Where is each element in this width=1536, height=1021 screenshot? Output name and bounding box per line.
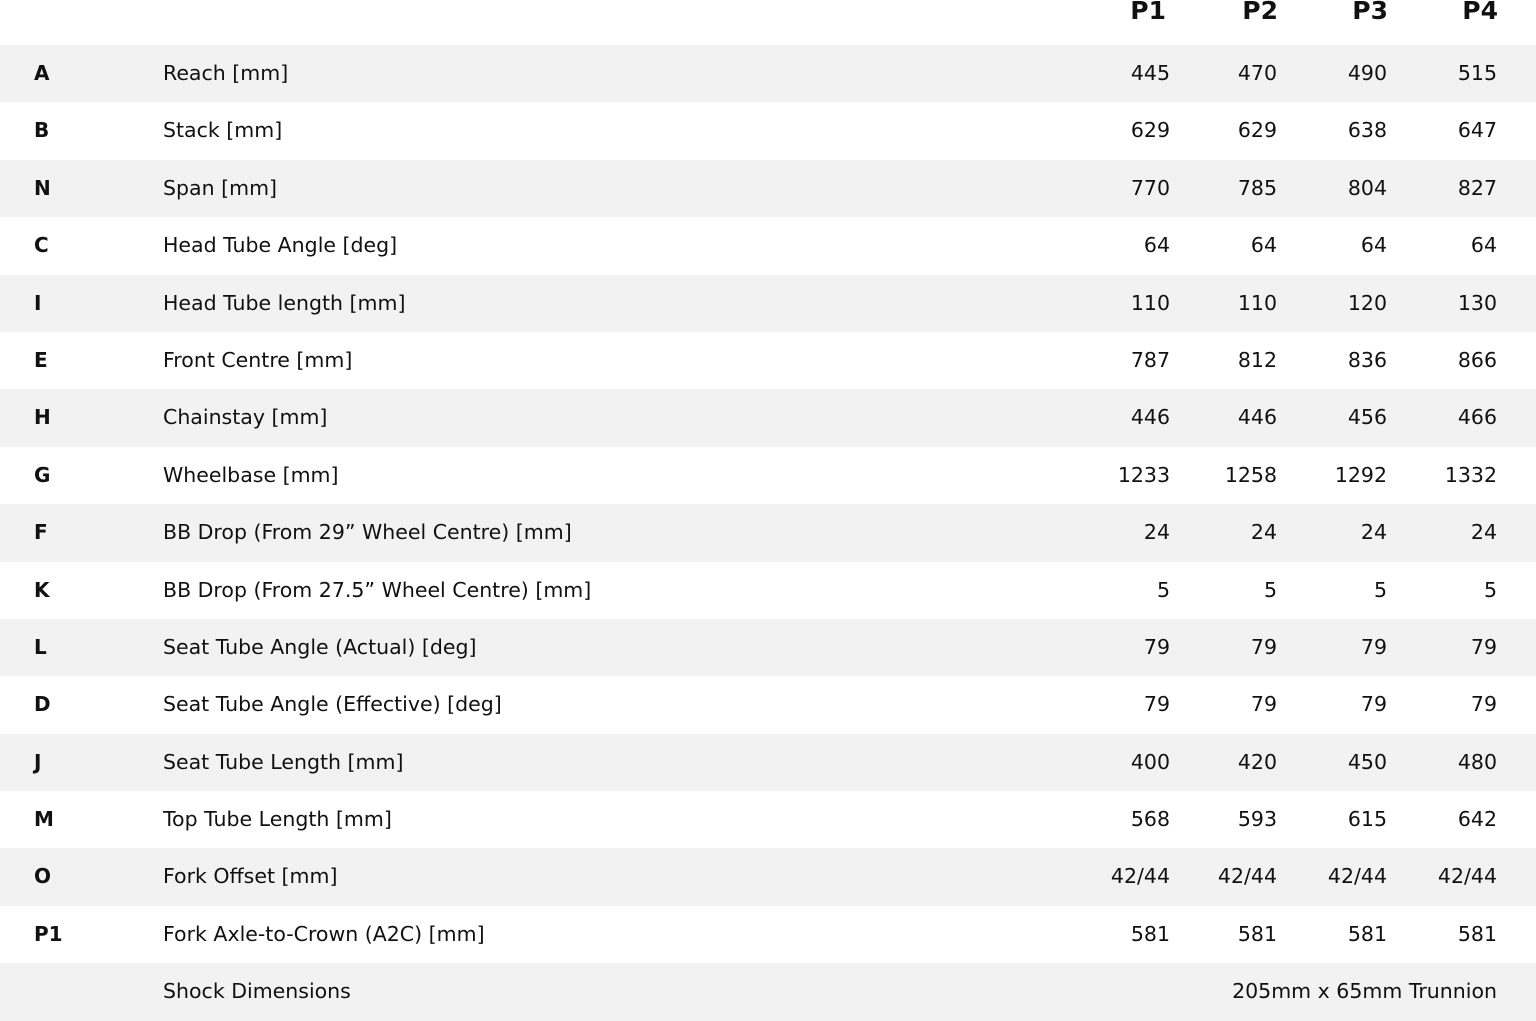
value-p3: 638: [1347, 118, 1387, 143]
value-p4: 515: [1457, 61, 1497, 85]
row-label: Fork Offset [mm]: [163, 864, 338, 889]
row-code: G: [34, 462, 51, 487]
table-row: [0, 275, 1536, 332]
value-p3: 804: [1347, 175, 1387, 200]
value-p3: 79: [1360, 634, 1387, 659]
row-label: Reach [mm]: [163, 61, 289, 85]
table-row: [0, 217, 1536, 274]
row-label: BB Drop (From 29” Wheel Centre) [mm]: [163, 520, 572, 545]
table-row: [0, 848, 1536, 905]
row-code: I: [34, 290, 42, 315]
table-row: [0, 676, 1536, 733]
row-code: O: [34, 864, 52, 889]
row-code: J: [34, 749, 42, 774]
row-code: F: [34, 520, 48, 545]
value-p2: 24: [1250, 520, 1277, 545]
value-p4: 130: [1457, 290, 1497, 315]
value-p1: 1233: [1117, 462, 1170, 487]
value-p2: 1258: [1224, 462, 1277, 487]
value-p2: 79: [1250, 692, 1277, 717]
value-p3: 1292: [1334, 462, 1387, 487]
table-header: [0, 0, 1536, 45]
value-p3: 581: [1347, 921, 1387, 946]
value-p1: 110: [1130, 290, 1170, 315]
row-label: Seat Tube Angle (Effective) [deg]: [163, 692, 502, 717]
row-code: B: [34, 118, 50, 143]
row-label: Seat Tube Length [mm]: [163, 749, 404, 774]
value-p2: 812: [1237, 347, 1277, 372]
value-p1: 581: [1130, 921, 1170, 946]
column-header-p3: P3: [1352, 0, 1388, 25]
value-p2: 581: [1237, 921, 1277, 946]
table-row: [0, 45, 1536, 102]
geometry-table: [0, 45, 1536, 1021]
row-label: Chainstay [mm]: [163, 405, 328, 430]
value-p4: 642: [1457, 807, 1497, 832]
value-p2: 5: [1263, 577, 1277, 602]
value-p1: 568: [1130, 807, 1170, 832]
row-code: P1: [34, 921, 63, 946]
value-p1: 24: [1143, 520, 1170, 545]
table-row: [0, 619, 1536, 676]
value-p1: 400: [1130, 749, 1170, 774]
value-p4: 24: [1470, 520, 1497, 545]
value-p3: 42/44: [1327, 864, 1387, 889]
value-p2: 64: [1250, 233, 1277, 258]
table-row: [0, 906, 1536, 963]
row-label: Span [mm]: [163, 175, 278, 200]
row-code: E: [34, 347, 48, 372]
value-p2: 593: [1237, 807, 1277, 832]
row-label: Seat Tube Angle (Actual) [deg]: [163, 634, 477, 659]
row-label: Head Tube Angle [deg]: [163, 233, 398, 258]
value-p3: 64: [1360, 233, 1387, 258]
table-row: [0, 160, 1536, 217]
table-row: [0, 389, 1536, 446]
value-p3: 450: [1347, 749, 1387, 774]
row-code: K: [34, 577, 50, 602]
value-p3: 456: [1347, 405, 1387, 430]
value-p4: 5: [1483, 577, 1497, 602]
column-header-p1: P1: [1130, 0, 1166, 25]
value-p4: 866: [1457, 347, 1497, 372]
table-row: [0, 102, 1536, 159]
shock-dimensions-row: [0, 963, 1536, 1020]
value-p1: 770: [1130, 175, 1170, 200]
table-row: [0, 447, 1536, 504]
value-p1: 79: [1143, 634, 1170, 659]
value-p2: 420: [1237, 749, 1277, 774]
row-label: Top Tube Length [mm]: [163, 807, 392, 832]
value-p4: 64: [1470, 233, 1497, 258]
row-label: Head Tube length [mm]: [163, 290, 406, 315]
value-p3: 79: [1360, 692, 1387, 717]
value-p3: 615: [1347, 807, 1387, 832]
value-p4: 79: [1470, 692, 1497, 717]
value-p3: 836: [1347, 347, 1387, 372]
table-row: [0, 562, 1536, 619]
value-p1: 64: [1143, 233, 1170, 258]
value-p4: 480: [1457, 749, 1497, 774]
row-code: M: [34, 807, 54, 832]
value-p4: 466: [1457, 405, 1497, 430]
value-p4: 827: [1457, 175, 1497, 200]
value-p1: 79: [1143, 692, 1170, 717]
value-p4: 647: [1457, 118, 1497, 143]
value-p1: 5: [1156, 577, 1170, 602]
value-p2: 110: [1237, 290, 1277, 315]
value-p1: 629: [1130, 118, 1170, 143]
value-p1: 445: [1130, 61, 1170, 85]
row-code: D: [34, 692, 51, 717]
value-p2: 470: [1237, 61, 1277, 85]
value-p1: 42/44: [1110, 864, 1170, 889]
value-p4: 42/44: [1437, 864, 1497, 889]
shock-dimensions-value: 205mm x 65mm Trunnion: [1232, 979, 1497, 1004]
value-p3: 24: [1360, 520, 1387, 545]
value-p1: 446: [1130, 405, 1170, 430]
row-label: Fork Axle-to-Crown (A2C) [mm]: [163, 921, 485, 946]
row-label: Front Centre [mm]: [163, 347, 353, 372]
table-row: [0, 734, 1536, 791]
row-code: N: [34, 175, 51, 200]
shock-dimensions-label: Shock Dimensions: [163, 979, 351, 1004]
value-p2: 785: [1237, 175, 1277, 200]
row-code: A: [34, 61, 50, 85]
value-p3: 490: [1347, 61, 1387, 85]
value-p2: 42/44: [1217, 864, 1277, 889]
value-p3: 120: [1347, 290, 1387, 315]
column-header-p4: P4: [1462, 0, 1498, 25]
column-header-p2: P2: [1242, 0, 1278, 25]
value-p2: 629: [1237, 118, 1277, 143]
table-row: [0, 791, 1536, 848]
value-p2: 79: [1250, 634, 1277, 659]
value-p2: 446: [1237, 405, 1277, 430]
value-p4: 79: [1470, 634, 1497, 659]
row-label: Wheelbase [mm]: [163, 462, 339, 487]
table-row: [0, 504, 1536, 561]
row-label: BB Drop (From 27.5” Wheel Centre) [mm]: [163, 577, 592, 602]
value-p4: 1332: [1444, 462, 1497, 487]
row-code: C: [34, 233, 49, 258]
row-code: H: [34, 405, 51, 430]
value-p4: 581: [1457, 921, 1497, 946]
value-p3: 5: [1373, 577, 1387, 602]
table-row: [0, 332, 1536, 389]
row-label: Stack [mm]: [163, 118, 283, 143]
value-p1: 787: [1130, 347, 1170, 372]
row-code: L: [34, 634, 47, 659]
